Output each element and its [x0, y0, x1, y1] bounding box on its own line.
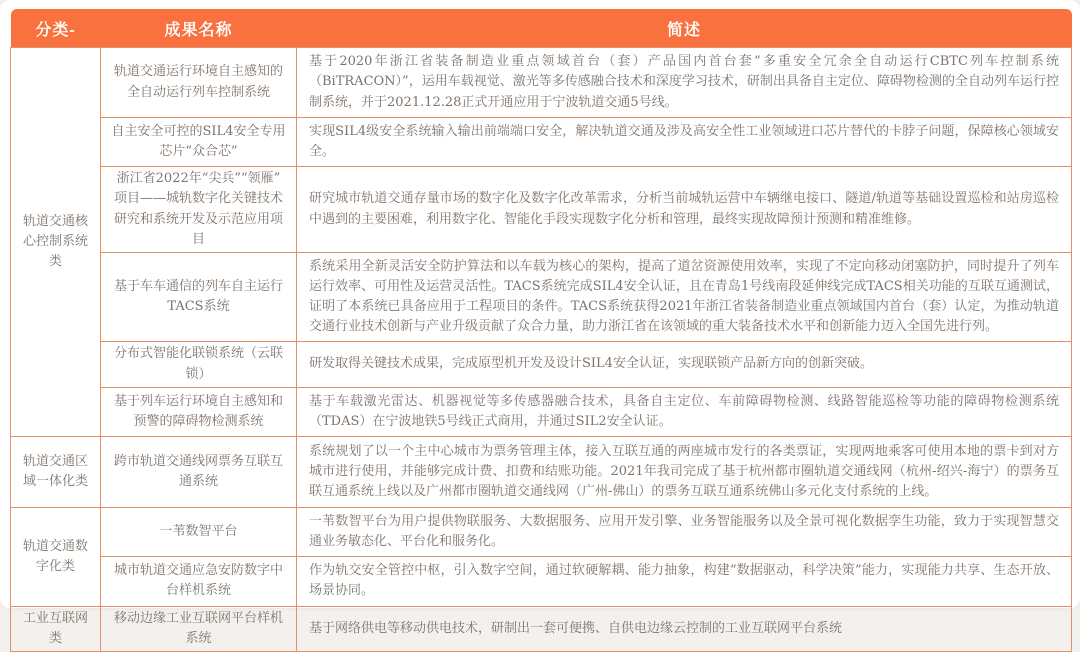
achievement-name-cell: 一苇数智平台 — [101, 507, 297, 556]
achievement-name-cell: 浙江省2022年“尖兵”“领雁”项目——城轨数字化关键技术研究和系统开发及示范应用项目 — [101, 167, 297, 253]
achievement-desc-cell: 系统规划了以一个主中心城市为票务管理主体，接入互联互通的两座城市发行的各类票证，实现两地乘客可使用本地的票卡到对方城市进行使用，并能够完成计费、扣费和结账功能。2021年我司完成了基于杭州都市圈轨道交通线网（杭州-绍兴-海宁）的票务互联互通系统上线以及广州都市圈轨道交通线网（广州-佛山）的票务互联互通系统佛山多元化支付系统的上线。 — [297, 436, 1072, 507]
column-header-category: 分类- — [11, 9, 101, 48]
table-row — [11, 252, 1072, 342]
table-row — [11, 557, 1072, 606]
achievement-name-cell: 自主安全可控的SIL4安全专用芯片“众合芯” — [101, 118, 297, 167]
category-cell: 轨道交通区域一体化类 — [11, 436, 101, 507]
category-cell: 工业互联网类 — [11, 606, 101, 651]
column-header-description: 简述 — [297, 9, 1072, 48]
table-row — [11, 436, 1072, 507]
achievement-name-cell: 城市轨道交通应急安防数字中台样机系统 — [101, 557, 297, 606]
table-row — [11, 507, 1072, 556]
category-cell: 轨道交通核心控制系统类 — [11, 48, 101, 437]
achievement-desc-cell: 基于2020年浙江省装备制造业重点领域首台（套）产品国内首台套“多重安全冗余全自动运行CBTC列车控制系统（BiTRACON）”，运用车载视觉、激光等多传感融合技术和深度学习技术，研制出具备自主定位、障碍物检测的全自动列车运行控制系统，并于2021.12.28正式开通应用于宁波轨道交通5号线。 — [297, 48, 1072, 118]
achievement-desc-cell: 作为轨交安全管控中枢，引入数字空间，通过软硬解耦、能力抽象，构建“数据驱动，科学决策”能力，实现能力共享、生态开放、场景协同。 — [297, 557, 1072, 606]
achievement-name-cell: 轨道交通运行环境自主感知的全自动运行列车控制系统 — [101, 48, 297, 118]
table-row — [11, 342, 1072, 387]
column-header-achievement-name: 成果名称 — [101, 9, 297, 48]
achievement-desc-cell: 研发取得关键技术成果，完成原型机开发及设计SIL4安全认证，实现联锁产品新方向的创新突破。 — [297, 342, 1072, 387]
table-row — [11, 118, 1072, 167]
achievement-desc-cell: 研究城市轨道交通存量市场的数字化及数字化改革需求，分析当前城轨运营中车辆继电接口、隧道/轨道等基础设置巡检和站房巡检中遇到的主要困难，利用数字化、智能化手段实现数字化分析和管理，最终实现故障预计预测和精准维修。 — [297, 167, 1072, 253]
table-row — [11, 167, 1072, 253]
achievement-name-cell: 基于列车运行环境自主感知和预警的障碍物检测系统 — [101, 387, 297, 436]
table-row — [11, 606, 1072, 651]
achievement-desc-cell: 实现SIL4级安全系统输入输出前端端口安全，解决轨道交通及涉及高安全性工业领域进口芯片替代的卡脖子问题，保障核心领域安全。 — [297, 118, 1072, 167]
achievement-desc-cell: 基于网络供电等移动供电技术，研制出一套可便携、自供电边缘云控制的工业互联网平台系统 — [297, 606, 1072, 651]
achievement-name-cell: 分布式智能化联锁系统（云联锁） — [101, 342, 297, 387]
achievement-desc-cell: 系统采用全新灵活安全防护算法和以车载为核心的架构，提高了道岔资源使用效率，实现了不定向移动闭塞防护，同时提升了列车运行效率、可用性及运营灵活性。TACS系统完成SIL4安全认证，且在青岛1号线南段延伸线完成TACS相关功能的互联互通测试，证明了本系统已具备应用于工程项目的条件。TACS系统获得2021年浙江省装备制造业重点领域国内首台（套）认定，为推动轨道交通行业技术创新与产业升级贡献了众合力量，助力浙江省在该领域的重大装备技术水平和创新能力迈入全国先进行列。 — [297, 252, 1072, 342]
achievement-desc-cell: 一苇数智平台为用户提供物联服务、大数据服务、应用开发引擎、业务智能服务以及全景可视化数据孪生功能，致力于实现智慧交通业务敏态化、平台化和服务化。 — [297, 507, 1072, 556]
achievement-name-cell: 移动边缘工业互联网平台样机系统 — [101, 606, 297, 651]
achievement-desc-cell: 基于车载激光雷达、机器视觉等多传感器融合技术，具备自主定位、车前障碍物检测、线路智能巡检等功能的障碍物检测系统（TDAS）在宁波地铁5号线正式商用，并通过SIL2安全认证。 — [297, 387, 1072, 436]
table-row — [11, 387, 1072, 436]
header-row — [11, 9, 1072, 48]
table-row — [11, 48, 1072, 118]
achievements-table — [10, 9, 1072, 652]
achievement-name-cell: 跨市轨道交通线网票务互联互通系统 — [101, 436, 297, 507]
category-cell: 轨道交通数字化类 — [11, 507, 101, 606]
achievement-name-cell: 基于车车通信的列车自主运行TACS系统 — [101, 252, 297, 342]
